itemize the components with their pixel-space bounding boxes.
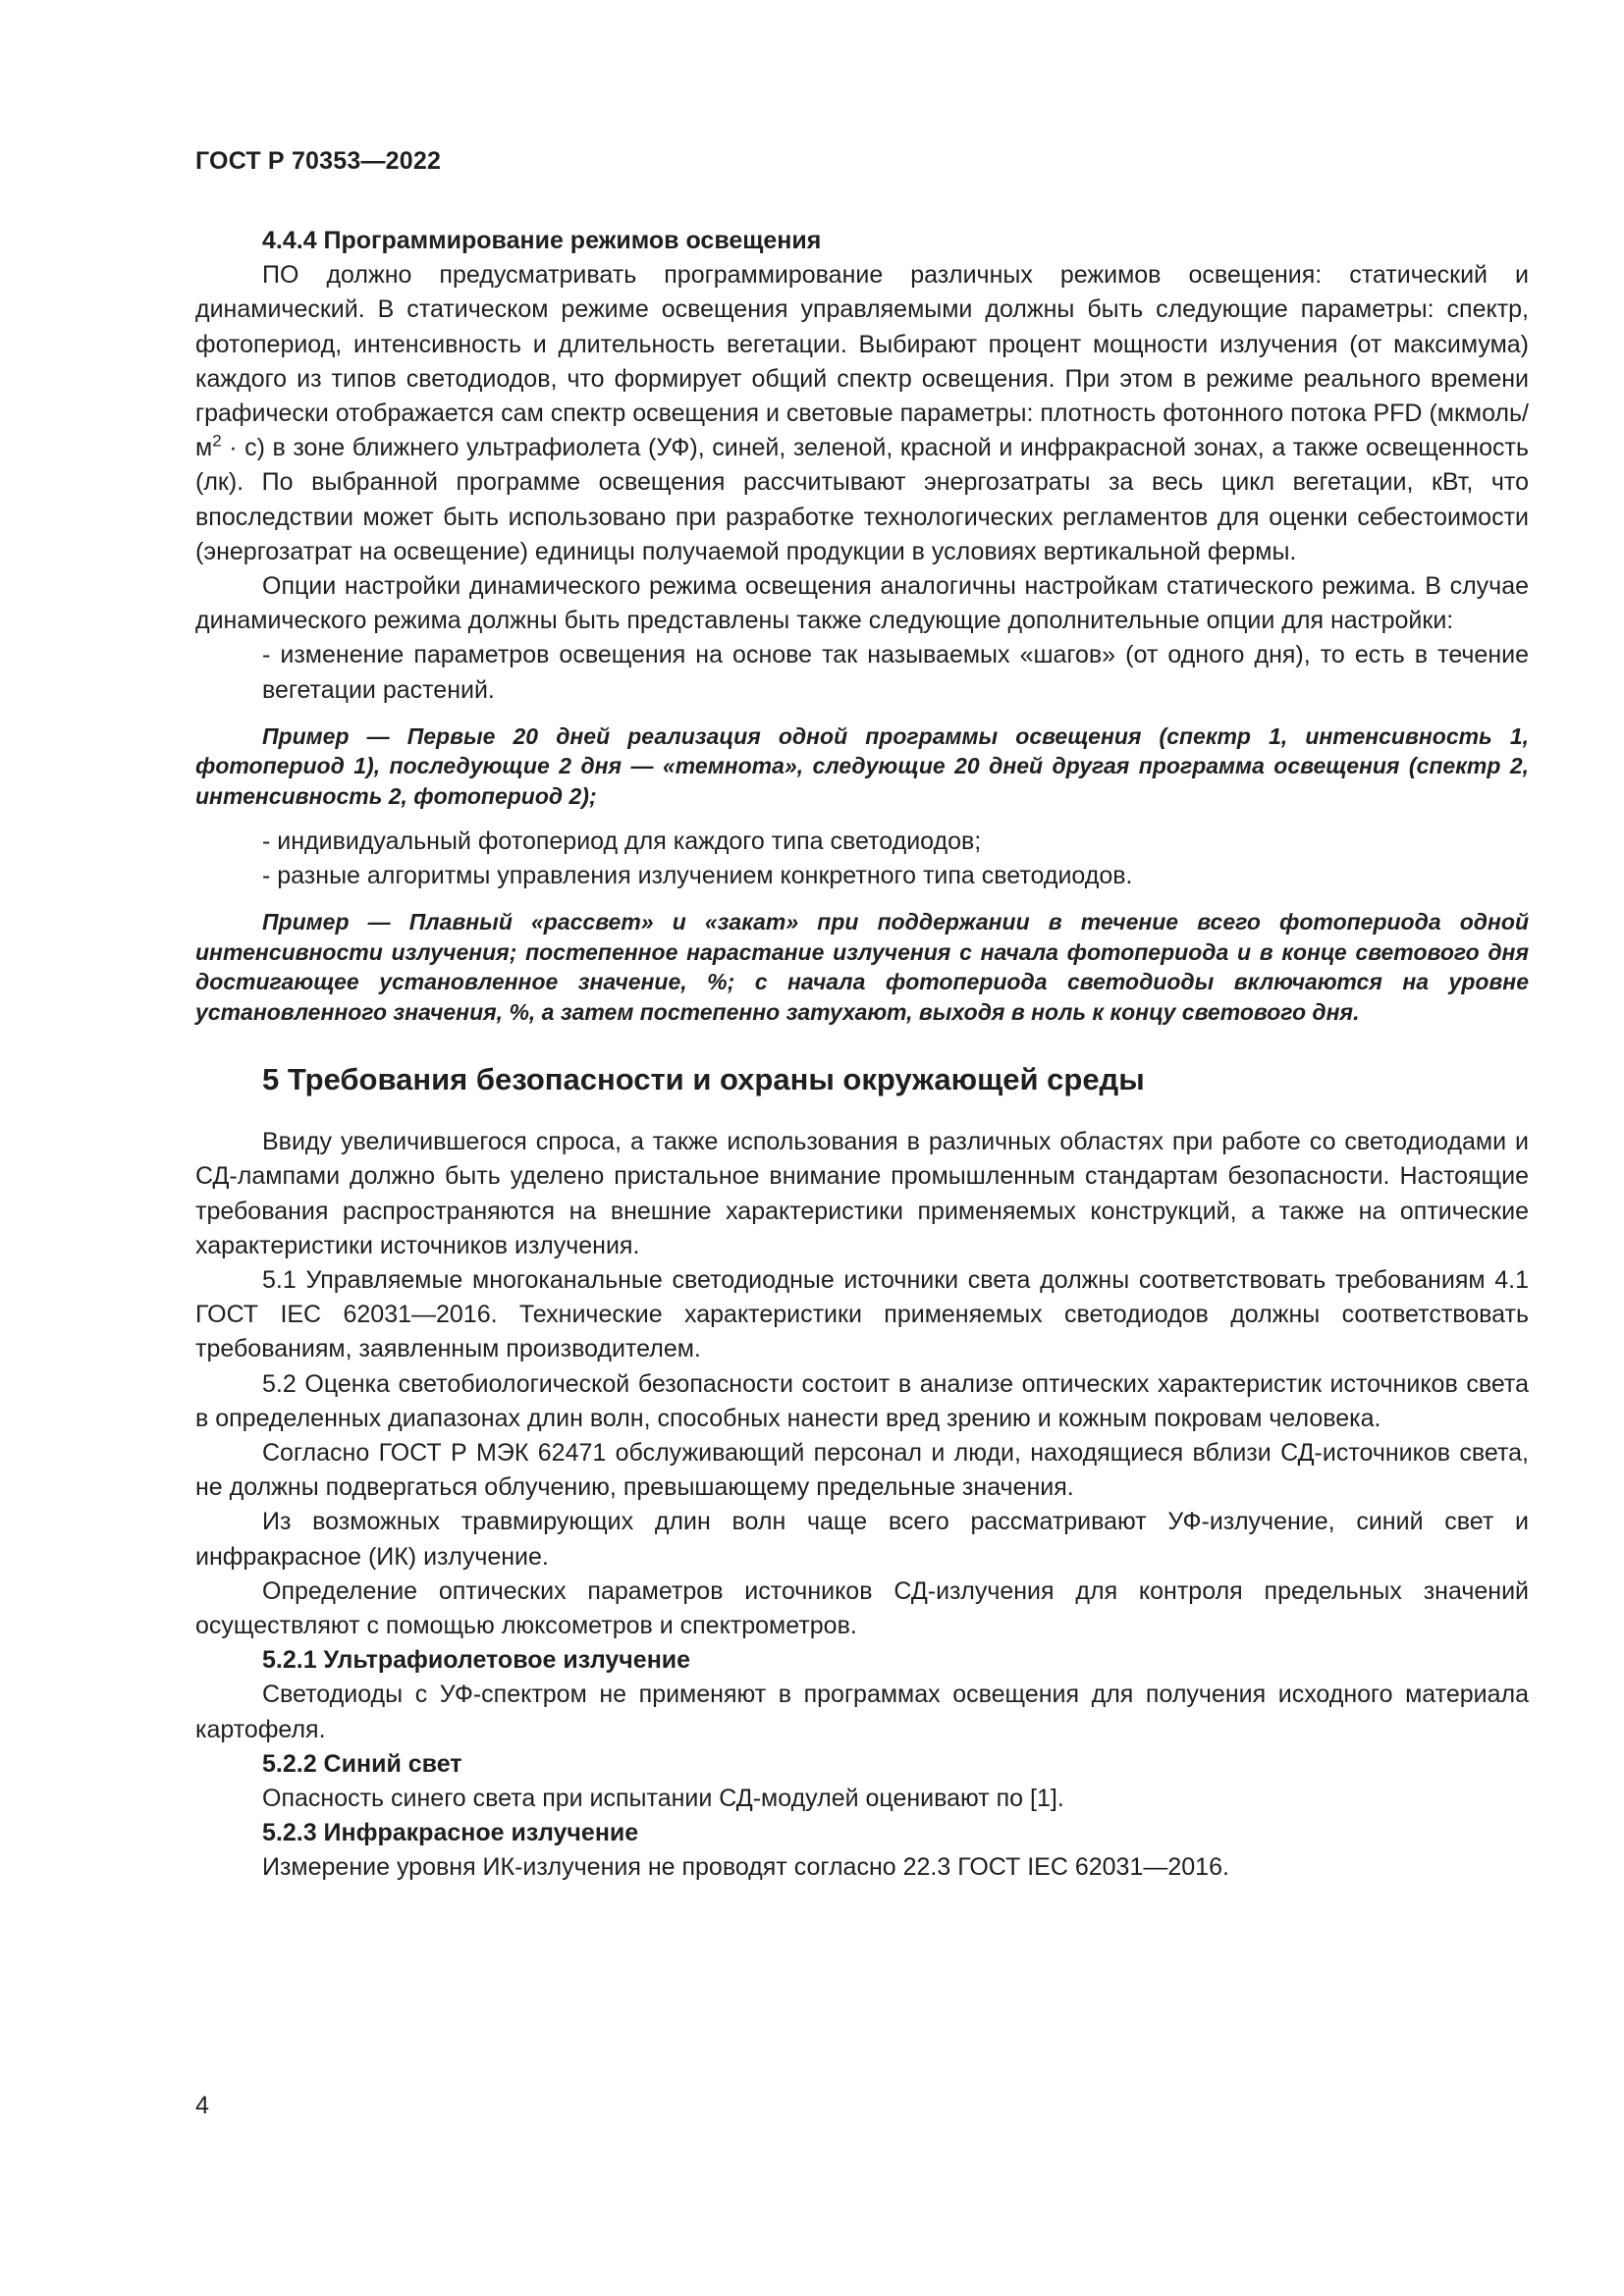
list-item-photoperiod: - индивидуальный фотопериод для каждого типа светодиодов;	[262, 828, 982, 856]
subsection-title-5-2-3: 5.2.3 Инфракрасное излучение	[262, 1819, 639, 1847]
paragraph-5-2: 5.2 Оценка светобиологической безопасности состоит в анализе оптических характеристик источников света в определенных диапазонах длин волн, способных нанести вред зрению и кожным покровам человека.	[195, 1369, 1529, 1432]
paragraph-5-1: 5.1 Управляемые многоканальные светодиодные источники света должны соответствовать требованиям 4.1 ГОСТ IEC 62031—2016. Технические характеристики применяемых светодиодов должны соответствовать требованиям, заявленным производителем.	[195, 1265, 1529, 1363]
paragraph-5-2-1: Светодиоды с УФ-спектром не применяют в программах освещения для получения исходного материала картофеля.	[195, 1681, 1529, 1743]
paragraph-iec-62471: Согласно ГОСТ Р МЭК 62471 обслуживающий персонал и люди, находящиеся вблизи СД-источников света, не должны подвергаться облучению, превышающему предельные значения.	[195, 1438, 1529, 1502]
list-item-steps: - изменение параметров освещения на основе так называемых «шагов» (от одного дня), то есть в течение вегетации растений.	[262, 641, 1529, 704]
example-text: — Плавный «рассвет» и «закат» при поддержании в течение всего фотопериода одной интенсивности излучения; постепенное нарастание излучения с начала фотопериода и в конце светового дня достигающее установленное значение, %; с начала фотопериода светодиоды включаются на уровне установленного значения, %, а затем постепенно затухают, выходя в ноль к концу светового дня.	[195, 909, 1529, 1025]
paragraph-part: · с) в зоне ближнего ультрафиолета (УФ), синей, зеленой, красной и инфракрасной зонах, а также освещенность (лк). По выбранной программе освещения рассчитывают энергозатраты за весь цикл вегетации, кВт, что впоследствии может быть использовано при разработке технологических регламентов для оценки себестоимости (энергозатрат на освещение) единицы получаемой продукции в условиях вертикальной фермы.	[195, 434, 1529, 565]
subsection-title-4-4-4: 4.4.4 Программирование режимов освещения	[262, 227, 822, 254]
document-body	[195, 224, 1529, 1886]
example-text: — Первые 20 дней реализация одной программы освещения (спектр 1, интенсивность 1, фотопериод 1), последующие 2 дня — «темнота», следующие 20 дней другая программа освещения (спектр 2, интенсивность 2, фотопериод 2);	[195, 722, 1529, 809]
paragraph-5-2-2: Опасность синего света при испытании СД-модулей оценивают по [1].	[262, 1784, 1064, 1812]
page-number: 4	[195, 2092, 209, 2119]
list-item-algorithms: - разные алгоритмы управления излучением конкретного типа светодиодов.	[262, 862, 1133, 890]
section-title-5: 5 Требования безопасности и охраны окружающей среды	[262, 1062, 1145, 1097]
superscript: 2	[212, 431, 222, 451]
paragraph-dynamic-options: Опции настройки динамического режима освещения аналогичны настройкам статического режима. В случае динамического режима должны быть представлены также следующие дополнительные опции для настройки:	[195, 572, 1529, 635]
paragraph-measurement: Определение оптических параметров источников СД-излучения для контроля предельных значений осуществляют с помощью люксометров и спектрометров.	[195, 1576, 1529, 1639]
paragraph-lighting-modes	[195, 258, 1529, 569]
subsection-title-5-2-1: 5.2.1 Ультрафиолетовое излучение	[262, 1646, 691, 1675]
example-label: Пример	[262, 722, 350, 749]
example-label: Пример	[262, 909, 350, 935]
subsection-title-5-2-2: 5.2.2 Синий свет	[262, 1749, 462, 1778]
example-note-2	[195, 907, 1529, 1027]
paragraph-wavelengths: Из возможных травмирующих длин волн чаще всего рассматривают УФ-излучение, синий свет и инфракрасное (ИК) излучение.	[195, 1508, 1529, 1571]
example-note-1	[195, 721, 1529, 811]
paragraph-5-2-3: Измерение уровня ИК-излучения не проводят согласно 22.3 ГОСТ IEC 62031—2016.	[262, 1853, 1229, 1882]
paragraph-part: ПО должно предусматривать программирование различных режимов освещения: статический и динамический. В статическом режиме освещения управляемыми должны быть следующие параметры: спектр, фотопериод, интенсивность и длительность вегетации. Выбирают процент мощности излучения (от максимума) каждого из типов светодиодов, что формирует общий спектр освещения. При этом в режиме реального времени графически отображается сам спектр освещения и световые параметры: плотность фотонного потока PFD (мкмоль/м	[195, 261, 1529, 462]
paragraph-safety-intro: Ввиду увеличившегося спроса, а также использования в различных областях при работе со светодиодами и СД-лампами должно быть уделено пристальное внимание промышленным стандартам безопасности. Настоящие требования распространяются на внешние характеристики применяемых конструкций, а также на оптические характеристики источников излучения.	[195, 1128, 1529, 1259]
document-header: ГОСТ Р 70353—2022	[195, 147, 442, 175]
